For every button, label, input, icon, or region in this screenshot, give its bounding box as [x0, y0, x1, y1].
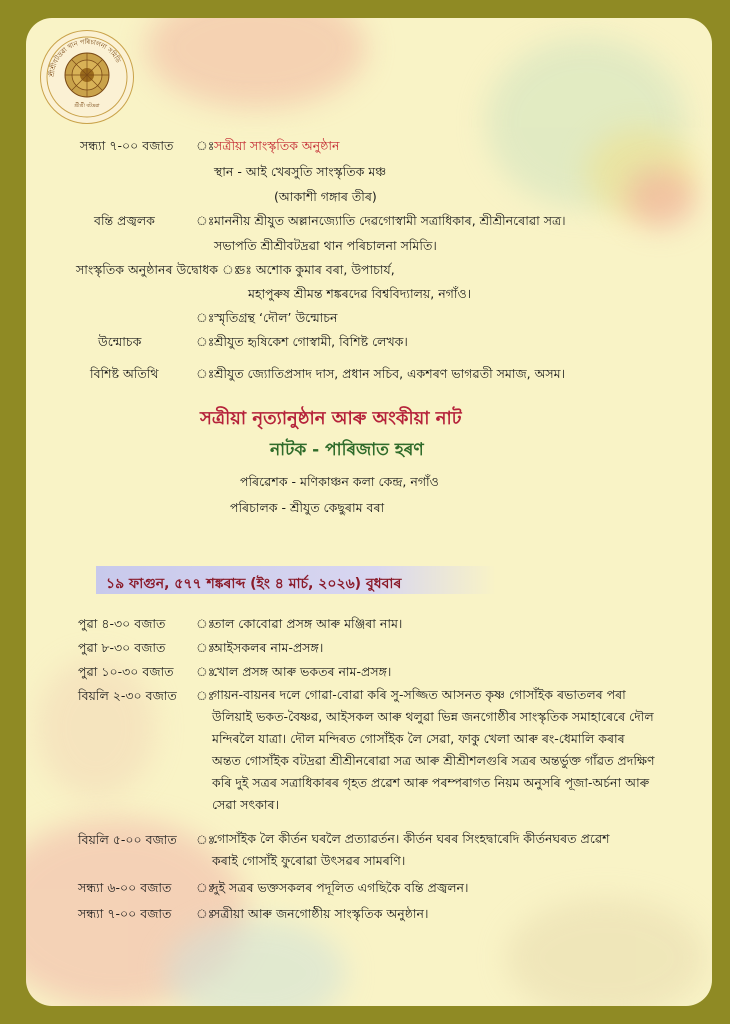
guest-label: বিশিষ্ট অতিথি: [90, 366, 159, 381]
separator: ঃ: [196, 832, 215, 847]
schedule-line: গোসাঁইক লৈ কীৰ্তন ঘৰলৈ প্ৰত্যাৱৰ্তন। কীৰ্তন ঘৰৰ সিংহদ্বাৰেদি কীৰ্তনঘৰত প্ৰৱেশ: [212, 831, 610, 846]
svg-text:শ্ৰীশ্ৰীবটদ্ৰৱা থান পৰিচালনা স: শ্ৰীশ্ৰীবটদ্ৰৱা থান পৰিচালনা সমিতি: [47, 37, 123, 78]
schedule-text: খোল প্ৰসঙ্গ আৰু ভকতৰ নাম-প্ৰসঙ্গ।: [212, 664, 392, 679]
paint-splash: [626, 168, 696, 228]
schedule-time: পুৱা ১০-৩০ বজাত: [78, 664, 174, 679]
lamp-lighter-label: বন্তি প্ৰজ্বলক: [94, 213, 155, 228]
inaugurator-label: সাংস্কৃতিক অনুষ্ঠানৰ উদ্বোধক: [76, 262, 219, 277]
inaugurator-text: ডঃ অশোক কুমাৰ বৰা, উপাচাৰ্য,: [236, 262, 395, 277]
separator: ঃ: [196, 366, 215, 381]
schedule-line: কৰি দুই সত্ৰৰ সত্ৰাধিকাৰৰ গৃহত প্ৰৱেশ আৰু পৰম্পৰাগত নিয়ম অনুসৰি পূজা-অৰ্চনা আৰু: [212, 775, 650, 790]
schedule-line: মন্দিৰলৈ যাত্ৰা। দৌল মন্দিৰত গোসাঁইক লৈ সেৱা, ফাকু খেলা আৰু ৰং-ধেমালি কৰাৰ: [212, 731, 625, 746]
schedule-paragraph: [212, 684, 682, 816]
separator: ঃ: [196, 138, 215, 153]
separator: ঃ: [196, 688, 215, 703]
organization-logo: [40, 30, 134, 124]
schedule-text: সত্ৰীয়া আৰু জনগোষ্ঠীয় সাংস্কৃতিক অনুষ্ঠান।: [212, 906, 429, 921]
presenter-line: পৰিৱেশক - মণিকাঞ্চন কলা কেন্দ্ৰ, নগাঁও: [240, 474, 439, 489]
schedule-line: সেৱা সৎকাৰ।: [212, 797, 280, 812]
play-title: নাটক - পাৰিজাত হৰণ: [270, 440, 424, 460]
venue-line: স্থান - আই খেৰসুতি সাংস্কৃতিক মঞ্চ: [214, 164, 387, 179]
venue-subtitle: (আকাশী গঙ্গাৰ তীৰ): [274, 189, 377, 204]
separator: ঃ: [222, 262, 241, 277]
schedule-text: দুই সত্ৰৰ ভক্তসকলৰ পদূলিত এগছিকৈ বন্তি প্ৰজ্বলন।: [212, 880, 469, 895]
separator: ঃ: [196, 310, 215, 325]
separator: ঃ: [196, 880, 215, 895]
schedule-time: বিয়লি ৫-০০ বজাত: [78, 832, 177, 847]
schedule-time: পুৱা ৮-৩০ বজাত: [78, 640, 166, 655]
schedule-text: আইসকলৰ নাম-প্ৰসঙ্গ।: [212, 640, 324, 655]
paint-splash: [506, 898, 706, 1006]
schedule-time: পুৱা ৪-৩০ বজাত: [78, 616, 166, 631]
schedule-line: অন্তত গোসাঁইক বটদ্ৰৱা শ্ৰীশ্ৰীনৰোৱা সত্ৰ আৰু শ্ৰীশ্ৰীশলগুৰি সত্ৰৰ অন্তৰ্ভুক্ত গাঁৱত প্ৰদক্ষিণ: [212, 753, 655, 768]
invitation-card: [26, 18, 712, 1006]
evening-time-label: সন্ধ্যা ৭-০০ বজাত: [80, 138, 174, 153]
schedule-line: গায়ন-বায়নৰ দলে গোৱা-বোৱা কৰি সু-সজ্জিত আসনত কৃষ্ণ গোসাঁইক ৰভাতলৰ পৰা: [212, 687, 626, 702]
separator: ঃ: [196, 640, 215, 655]
schedule-time: বিয়লি ২-৩০ বজাত: [78, 688, 177, 703]
dance-program-title: সত্ৰীয়া নৃত্যানুষ্ঠান আৰু অংকীয়া নাট: [200, 408, 462, 429]
inaugurator-text-2: মহাপুৰুষ শ্ৰীমন্ত শঙ্কৰদেৱ বিশ্ববিদ্যালয়, নগাঁও।: [248, 286, 472, 301]
lamp-lighter-text-2: সভাপতি শ্ৰীশ্ৰীবটদ্ৰৱা থান পৰিচালনা সমিতি।: [214, 238, 437, 253]
releaser-text: শ্ৰীযুত হৃষিকেশ গোস্বামী, বিশিষ্ট লেখক।: [214, 334, 408, 349]
date-text: ১৯ ফাগুন, ৫৭৭ শঙ্কৰাব্দ (ইং ৪ মাৰ্চ, ২০২৬) বুধবাৰ: [106, 576, 402, 592]
schedule-text: তাল কোবোৱা প্ৰসঙ্গ আৰু মঞ্জিৰা নাম।: [212, 616, 403, 631]
evening-event-title: সত্ৰীয়া সাংস্কৃতিক অনুষ্ঠান: [214, 138, 340, 153]
schedule-time: সন্ধ্যা ৬-০০ বজাত: [78, 880, 172, 895]
schedule-time: সন্ধ্যা ৭-০০ বজাত: [78, 906, 172, 921]
date-banner: [96, 566, 496, 594]
separator: ঃ: [196, 906, 215, 921]
schedule-line: উলিয়াই ভকত-বৈষ্ণৱ, আইসকল আৰু থলুৱা ভিন্ন জনগোষ্ঠীৰ সাংস্কৃতিক সমাহাৰেৰে দৌল: [212, 709, 654, 724]
schedule-line: কৰাই গোসাঁই ফুৰোৱা উৎসৱৰ সামৰণি।: [212, 853, 406, 868]
lamp-lighter-text: মাননীয় শ্ৰীযুত অল্লানজ্যোতি দেৱগোস্বামী সত্ৰাধিকাৰ, শ্ৰীশ্ৰীনৰোৱা সত্ৰ।: [214, 213, 566, 228]
memento-release-text: স্মৃতিগ্ৰন্থ ‘দৌল’ উন্মোচন: [214, 310, 338, 325]
schedule-paragraph: [212, 828, 682, 872]
guest-text: শ্ৰীযুত জ্যোতিপ্ৰসাদ দাস, প্ৰধান সচিব, একশৰণ ভাগৱতী সমাজ, অসম।: [214, 366, 566, 381]
director-line: পৰিচালক - শ্ৰীযুত কেছুৰাম বৰা: [230, 500, 385, 515]
releaser-label: উন্মোচক: [98, 334, 142, 349]
separator: ঃ: [196, 664, 215, 679]
separator: ঃ: [196, 213, 215, 228]
separator: ঃ: [196, 616, 215, 631]
svg-text:শ্ৰীশ্ৰী বটদ্ৰৱা: শ্ৰীশ্ৰী বটদ্ৰৱা: [74, 103, 100, 109]
separator: ঃ: [196, 334, 215, 349]
lotus-emblem-icon: [45, 35, 129, 119]
paint-splash: [146, 18, 366, 108]
